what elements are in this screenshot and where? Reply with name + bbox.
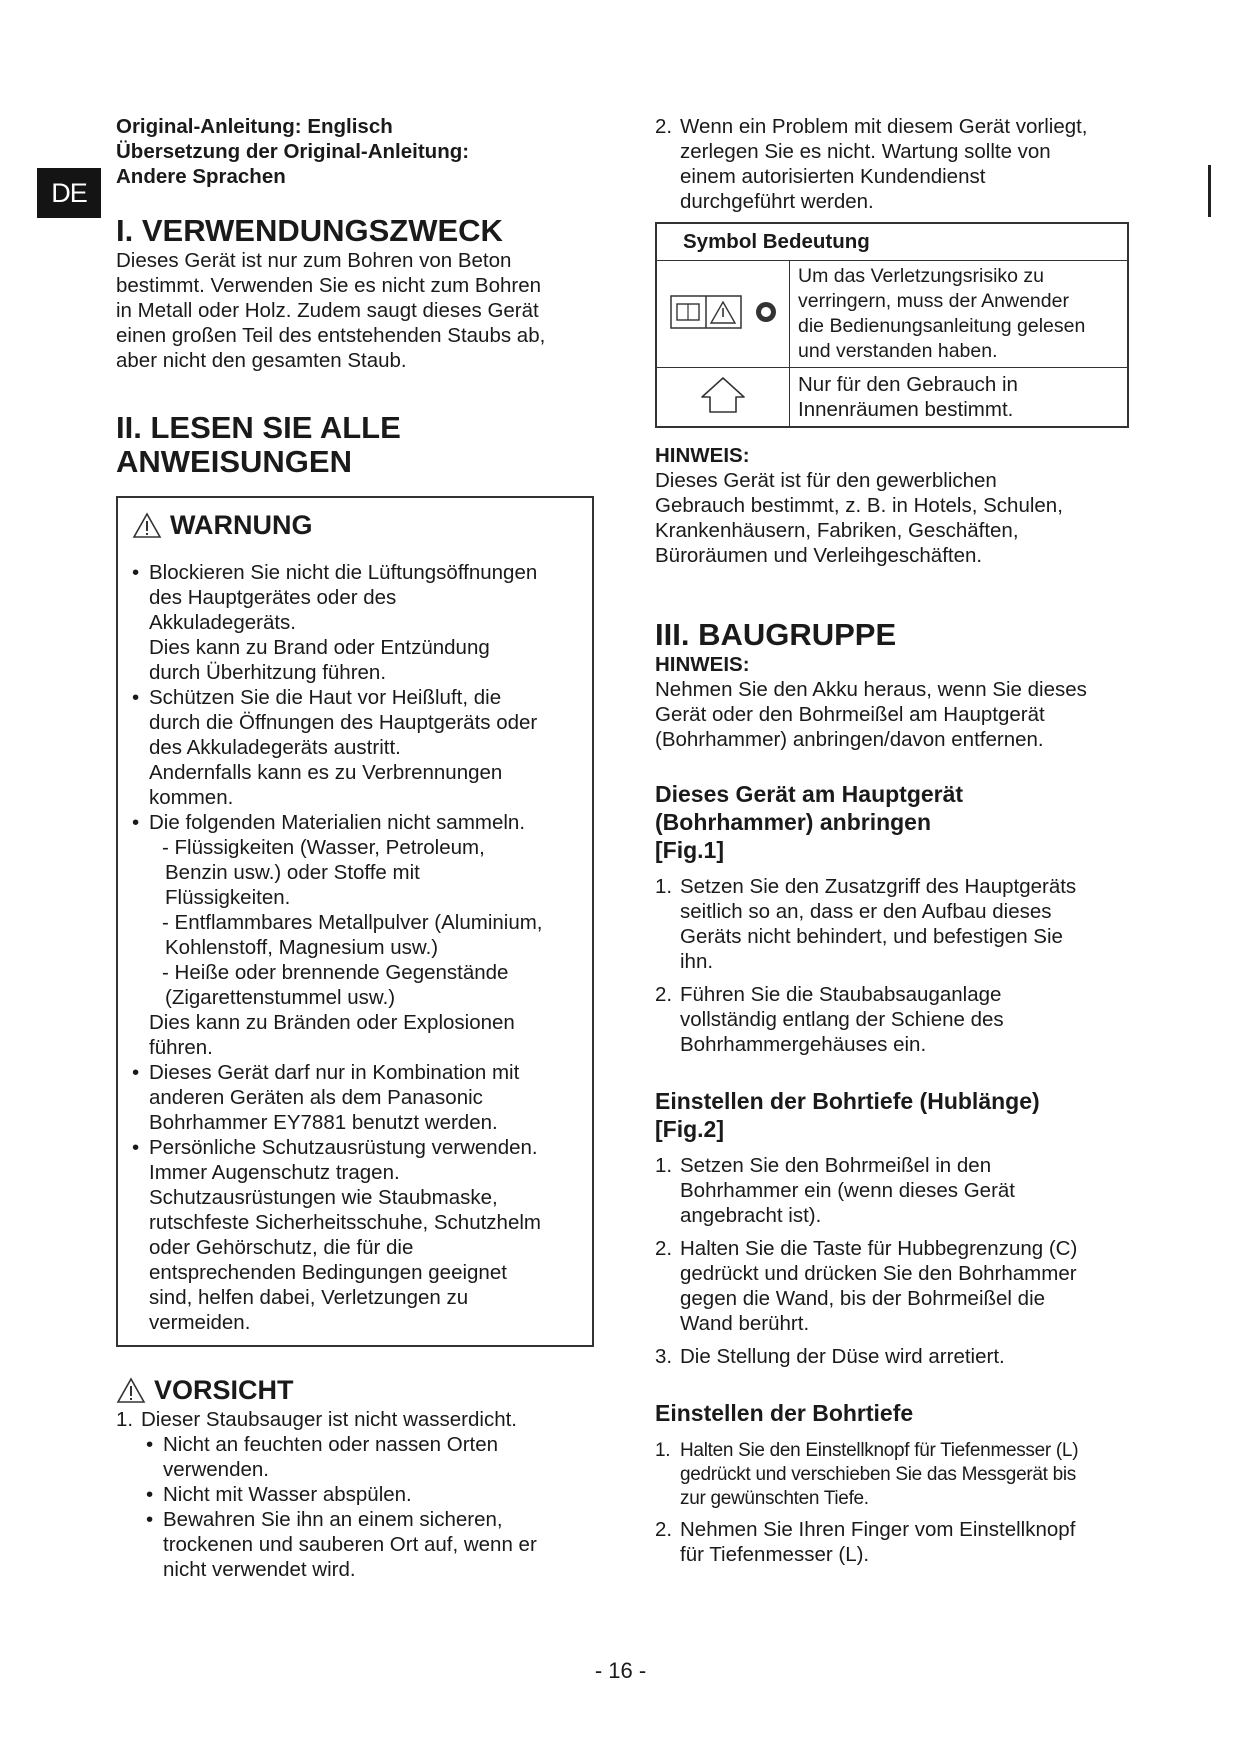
page-number: - 16 - — [594, 1658, 647, 1683]
warning-item: • Persönliche Schutzausrüstung verwenden. Immer Augenschutz tragen. Schutzausrüstungen wie Staubmaske, rutschfeste Sicherheitsschuhe, Schutzhelm oder Gehörschutz, die für die entsprechenden Bedingungen geeignet sind, helfen dabei, Verletzungen zu vermeiden. — [132, 1135, 578, 1335]
subsection-depth-title: Einstellen der Bohrtiefe — [655, 1400, 914, 1426]
caution-item: 1. Dieser Staubsauger ist nicht wasserdicht. • Nicht an feuchten oder nassen Orten verwenden. • Nicht mit Wasser abspülen. • Bewahren Sie ihn an einem sicheren, trockenen und sauberen Ort auf, wenn er nicht verwendet wird. — [116, 1407, 596, 1582]
subsection-attach-title: Dieses Gerät am Hauptgerät (Bohrhammer) anbringen [Fig.1] — [655, 781, 964, 863]
caution-subitem: • Bewahren Sie ihn an einem sicheren, trockenen und sauberen Ort auf, wenn er nicht verwendet wird. — [146, 1507, 596, 1582]
step-item: 1. Setzen Sie den Bohrmeißel in den Bohrhammer ein (wenn dieses Gerät angebracht ist). — [655, 1154, 1015, 1227]
warning-item: • Die folgenden Materialien nicht sammeln. - Flüssigkeiten (Wasser, Petroleum, Benzin usw.) oder Stoffe mit Flüssigkeiten. - Entflammbares Metallpulver (Aluminium, Kohlenstoff, Magnesium usw.) - Heiße oder brennende Gegenstände (Zigarettenstummel usw.) Dies kann zu Bränden oder Explosionen führen. — [132, 810, 578, 1060]
read-manual-symbols-icon — [668, 292, 778, 332]
step-item: 1. Setzen Sie den Zusatzgriff des Hauptgeräts seitlich so an, dass er den Aufbau dieses Geräts nicht behindert, und befestigen Sie ihn. — [655, 875, 1077, 973]
symbol-table — [655, 222, 1129, 428]
warning-box — [116, 496, 594, 1347]
step-item: 3. Die Stellung der Düse wird arretiert. — [655, 1345, 1005, 1368]
section-1-title: I. VERWENDUNGSZWECK — [116, 213, 503, 248]
indoor-use-house-icon — [699, 375, 747, 415]
note-label: HINWEIS: — [655, 444, 750, 467]
step-item: 2. Nehmen Sie Ihren Finger vom Einstellknopf für Tiefenmesser (L). — [655, 1518, 1076, 1566]
warning-item: • Schützen Sie die Haut vor Heißluft, die durch die Öffnungen des Hauptgeräts oder des Akkuladegeräts austritt. Andernfalls kann es zu Verbrennungen kommen. — [132, 685, 578, 810]
symbol-meaning: Um das Verletzungsrisiko zu verringern, muss der Anwender die Bedienungsanleitung gelesen und verstanden haben. — [790, 261, 1129, 368]
subsection-stroke-title: Einstellen der Bohrtiefe (Hublänge) [Fig.2] — [655, 1088, 1040, 1142]
warning-triangle-icon — [132, 512, 162, 539]
warning-list — [132, 560, 578, 1335]
attach-steps — [655, 874, 1135, 1057]
section-1-text: Dieses Gerät ist nur zum Bohren von Beton bestimmt. Verwenden Sie es nicht zum Bohren in Metall oder Holz. Zudem saugt dieses Gerät einen großen Teil des entstehenden Staubs ab, aber nicht den gesamten Staub. — [116, 249, 546, 372]
right-column — [655, 114, 1135, 1567]
warning-title: WARNUNG — [132, 508, 578, 542]
section-2-title: II. LESEN SIE ALLE ANWEISUNGEN — [116, 410, 401, 479]
note-label: HINWEIS: — [655, 653, 750, 676]
note-text: Nehmen Sie den Akku heraus, wenn Sie dieses Gerät oder den Bohrmeißel am Hauptgerät (Bohrhammer) anbringen/davon entfernen. — [655, 678, 1087, 751]
caution-list — [116, 1407, 596, 1582]
language-tab: DE — [37, 168, 101, 218]
warning-item: • Dieses Gerät darf nur in Kombination mit anderen Geräten als dem Panasonic Bohrhammer EY7881 benutzt werden. — [132, 1060, 578, 1135]
stroke-steps — [655, 1153, 1135, 1369]
caution-item-2: 2. Wenn ein Problem mit diesem Gerät vorliegt, zerlegen Sie es nicht. Wartung sollte von einem autorisierten Kundendienst durchgeführt werden. — [655, 115, 1088, 213]
caution-triangle-icon — [116, 1377, 146, 1404]
symbol-cell — [656, 368, 790, 428]
step-item: 2. Halten Sie die Taste für Hubbegrenzung (C) gedrückt und drücken Sie den Bohrhammer gegen die Wand, bis der Bohrmeißel die Wand berührt. — [655, 1237, 1078, 1335]
caution-subitem: • Nicht mit Wasser abspülen. — [146, 1482, 596, 1507]
depth-steps — [655, 1439, 1135, 1567]
caution-title: VORSICHT — [116, 1373, 596, 1407]
caution-subitem: • Nicht an feuchten oder nassen Orten verwenden. — [146, 1432, 596, 1482]
step-item: 2. Führen Sie die Staubabsauganlage vollständig entlang der Schiene des Bohrhammergehäuses ein. — [655, 983, 1004, 1056]
step-item: 1. Halten Sie den Einstellknopf für Tiefenmesser (L) gedrückt und verschieben Sie das Messgerät bis zur gewünschten Tiefe. — [655, 1440, 1079, 1509]
section-3-title: III. BAUGRUPPE — [655, 617, 897, 652]
warning-item: • Blockieren Sie nicht die Lüftungsöffnungen des Hauptgerätes oder des Akkuladegeräts. Dies kann zu Brand oder Entzündung durch Überhitzung führen. — [132, 560, 578, 685]
page-edge-marker — [1208, 165, 1211, 217]
left-column — [116, 114, 596, 1582]
note-text: Dieses Gerät ist für den gewerblichen Gebrauch bestimmt, z. B. in Hotels, Schulen, Krankenhäusern, Fabriken, Geschäften, Büroräumen und Verleihgeschäften. — [655, 469, 1063, 567]
symbol-cell — [656, 261, 790, 368]
symbol-table-header: Symbol Bedeutung — [656, 223, 1128, 261]
original-instructions-note: Original-Anleitung: Englisch Übersetzung der Original-Anleitung: Andere Sprachen — [116, 115, 470, 188]
symbol-meaning: Nur für den Gebrauch in Innenräumen bestimmt. — [790, 368, 1129, 428]
materials-sublist: - Flüssigkeiten (Wasser, Petroleum, Benzin usw.) oder Stoffe mit Flüssigkeiten. - Entflammbares Metallpulver (Aluminium, Kohlenstoff, Magnesium usw.) - Heiße oder brennende Gegenstände (Zigarettenstummel usw.) — [162, 836, 543, 1009]
